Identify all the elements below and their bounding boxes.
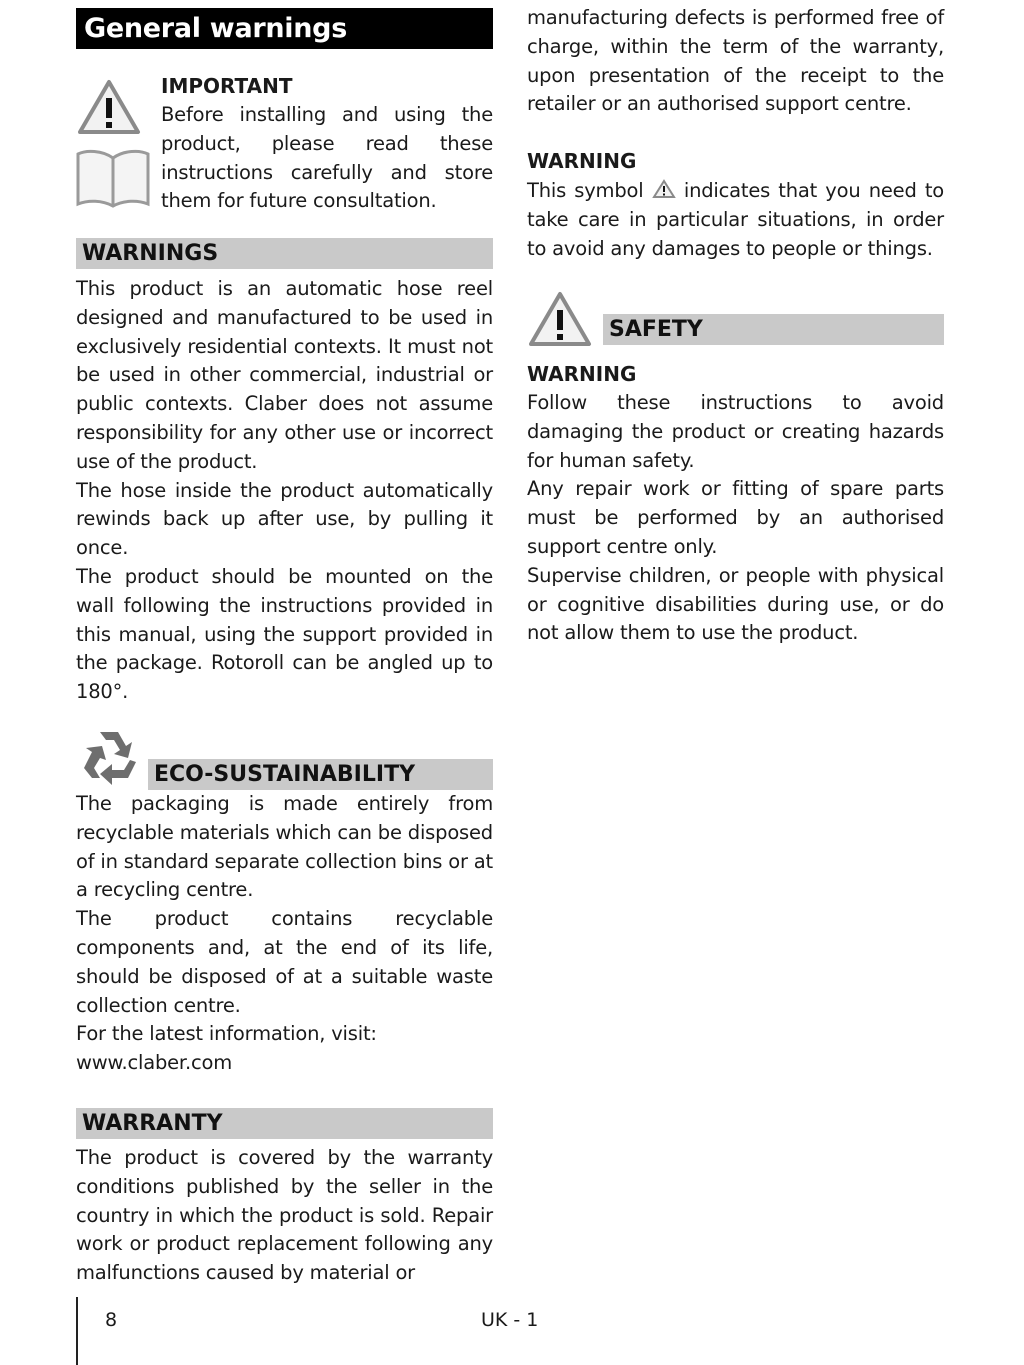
safety-paragraph-3: Supervise children, or people with physical or cognitive disabilities during use, or do not allow them to use the product. (527, 563, 944, 645)
warranty-paragraph-continued: manufacturing defects is performed free of charge, within the term of the warranty, upon presentation of the receipt to the retailer or an authorised support centre. (527, 6, 944, 116)
important-text: Before installing and using the product, please read these instructions carefully and store them for future consultation. (161, 103, 493, 213)
symbol-warning-text-after: indicates that you need to take care in particular situations, in order to avoid any damages to people or things. (527, 179, 945, 260)
open-book-icon (74, 148, 152, 214)
warning-triangle-icon (527, 290, 593, 352)
page-title: General warnings (76, 8, 493, 49)
eco-heading: ECO-SUSTAINABILITY (148, 759, 493, 790)
recycle-icon (78, 728, 142, 792)
small-warning-triangle-icon (652, 179, 676, 199)
eco-website-link[interactable]: www.claber.com (76, 1051, 232, 1075)
warnings-paragraph-3: The product should be mounted on the wall following the instructions provided in this manual, using the support provided in the package. Rotoroll can be angled up to 180°. (76, 564, 493, 704)
safety-paragraph-2: Any repair work or fitting of spare parts must be performed by an authorised support centre only. (527, 477, 944, 558)
eco-paragraph-2: The product contains recyclable components and, at the end of its life, should be disposed of at a suitable waste collection centre. (76, 907, 493, 1017)
symbol-warning-text-before: This symbol (527, 179, 644, 202)
warnings-paragraph-1: This product is an automatic hose reel designed and manufactured to be used in exclusively residential contexts. It must not be used in other commercial, industrial or public contexts. Claber does not assume responsibility for any other use or incorrect use of the product. (76, 277, 493, 473)
eco-paragraph-3: For the latest information, visit: (76, 1022, 377, 1046)
symbol-warning-label: WARNING (527, 149, 637, 173)
symbol-warning-text (527, 177, 944, 263)
safety-warning-label: WARNING (527, 362, 637, 386)
section-code: UK - 1 (481, 1309, 539, 1331)
important-label: IMPORTANT (161, 74, 293, 98)
footer-divider (76, 1297, 78, 1365)
safety-heading: SAFETY (603, 314, 944, 345)
warnings-paragraph-2: The hose inside the product automatically rewinds back up after use, by pulling it once. (76, 478, 493, 560)
safety-paragraph-1: Follow these instructions to avoid damaging the product or creating hazards for human safety. (527, 391, 944, 472)
warranty-paragraph: The product is covered by the warranty conditions published by the seller in the country in which the product is sold. Repair work or product replacement following any malfunctions caused by material or (76, 1146, 493, 1285)
eco-paragraph-1: The packaging is made entirely from recyclable materials which can be disposed of in standard separate collection bins or at a recycling centre. (76, 792, 493, 902)
warnings-heading: WARNINGS (76, 238, 493, 269)
warranty-heading: WARRANTY (76, 1108, 493, 1139)
page-number: 8 (105, 1309, 118, 1331)
warning-triangle-icon (76, 78, 142, 140)
